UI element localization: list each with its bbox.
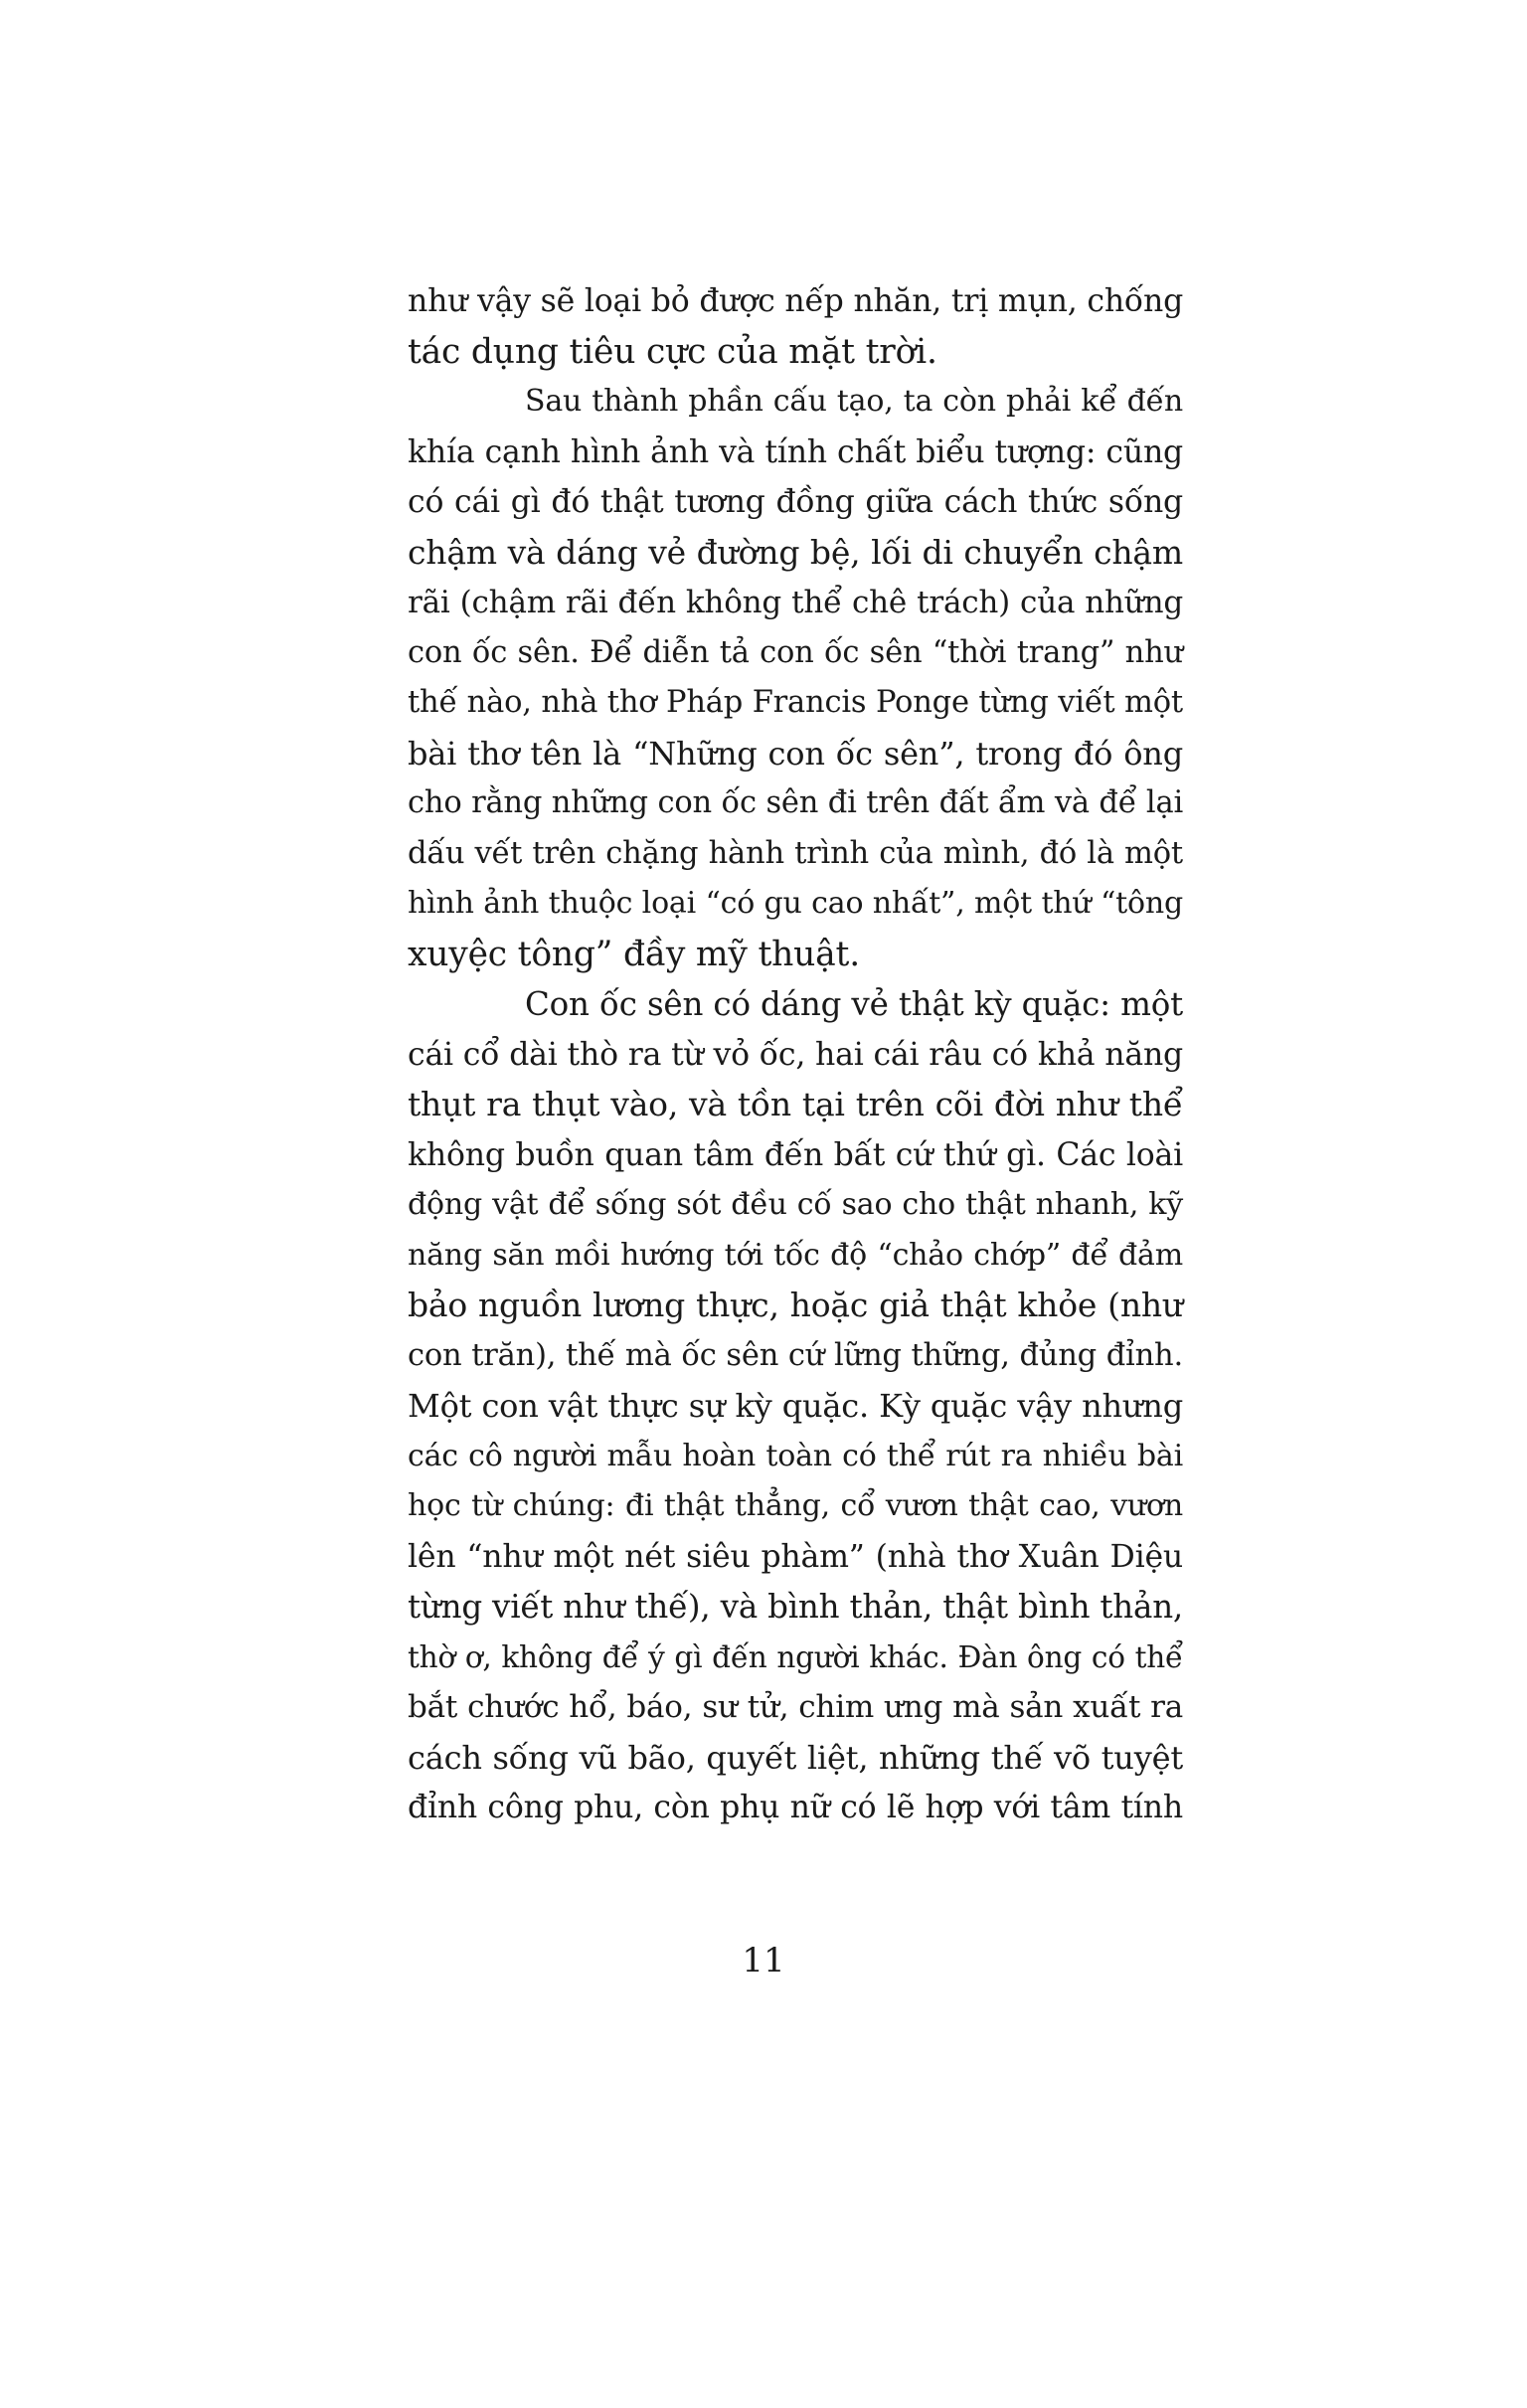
text-line: các cô người mẫu hoàn toàn có thể rút ra nhiều bài xyxy=(408,1438,1183,1473)
text-line: có cái gì đó thật tương đồng giữa cách thức sống xyxy=(408,484,1183,520)
text-line: đỉnh công phu, còn phụ nữ có lẽ hợp với tâm tính xyxy=(408,1790,1183,1825)
text-line: như vậy sẽ loại bỏ được nếp nhăn, trị mụn, chống xyxy=(408,283,1184,319)
text-line: cái cổ dài thò ra từ vỏ ốc, hai cái râu có khả năng xyxy=(408,1036,1183,1073)
text-line: động vật để sống sót đều cố sao cho thật nhanh, kỹ xyxy=(408,1187,1183,1222)
text-line: học từ chúng: đi thật thẳng, cổ vươn thật cao, vươn xyxy=(408,1488,1183,1523)
text-line: con ốc sên. Để diễn tả con ốc sên “thời trang” như xyxy=(408,634,1183,670)
text-line: chậm và dáng vẻ đường bệ, lối di chuyển chậm xyxy=(408,532,1183,572)
page-number: 11 xyxy=(742,1941,785,1980)
text-line: tác dụng tiêu cực của mặt trời. xyxy=(408,331,937,372)
text-line: con trăn), thế mà ốc sên cứ lững thững, đủng đỉnh. xyxy=(408,1337,1183,1373)
text-line: từng viết như thế), và bình thản, thật bình thản, xyxy=(408,1588,1184,1626)
body-text xyxy=(408,276,1183,1833)
text-line: thế nào, nhà thơ Pháp Francis Ponge từng viết một xyxy=(408,685,1183,720)
text-line: dấu vết trên chặng hành trình của mình, đó là một xyxy=(408,835,1183,871)
text-line: xuyệc tông” đầy mỹ thuật. xyxy=(408,934,860,974)
paragraph-first-line: Con ốc sên có dáng vẻ thật kỳ quặc: một xyxy=(525,985,1183,1023)
text-line: Một con vật thực sự kỳ quặc. Kỳ quặc vậy nhưng xyxy=(408,1387,1183,1425)
text-line: rãi (chậm rãi đến không thể chê trách) của những xyxy=(408,585,1183,620)
text-line: cách sống vũ bão, quyết liệt, những thế võ tuyệt xyxy=(408,1738,1183,1777)
text-line: không buồn quan tâm đến bất cứ thứ gì. Các loài xyxy=(408,1136,1183,1173)
text-line: khía cạnh hình ảnh và tính chất biểu tượng: cũng xyxy=(408,433,1183,470)
text-line: bài thơ tên là “Những con ốc sên”, trong đó ông xyxy=(408,734,1183,773)
text-line: thụt ra thụt vào, và tồn tại trên cõi đời như thể xyxy=(408,1085,1183,1123)
text-line: lên “như một nét siêu phàm” (nhà thơ Xuân Diệu xyxy=(408,1538,1183,1575)
text-line: năng săn mồi hướng tới tốc độ “chảo chớp” để đảm xyxy=(408,1237,1183,1273)
text-line: thờ ơ, không để ý gì đến người khác. Đàn ông có thể xyxy=(408,1639,1183,1674)
paragraph-first-line: Sau thành phần cấu tạo, ta còn phải kể đến xyxy=(525,384,1183,419)
text-line: bắt chước hổ, báo, sư tử, chim ưng mà sản xuất ra xyxy=(408,1689,1183,1725)
text-line: bảo nguồn lương thực, hoặc giả thật khỏe (như xyxy=(408,1286,1183,1324)
text-line: cho rằng những con ốc sên đi trên đất ẩm và để lại xyxy=(408,785,1183,820)
text-line: hình ảnh thuộc loại “có gu cao nhất”, một thứ “tông xyxy=(408,886,1183,921)
